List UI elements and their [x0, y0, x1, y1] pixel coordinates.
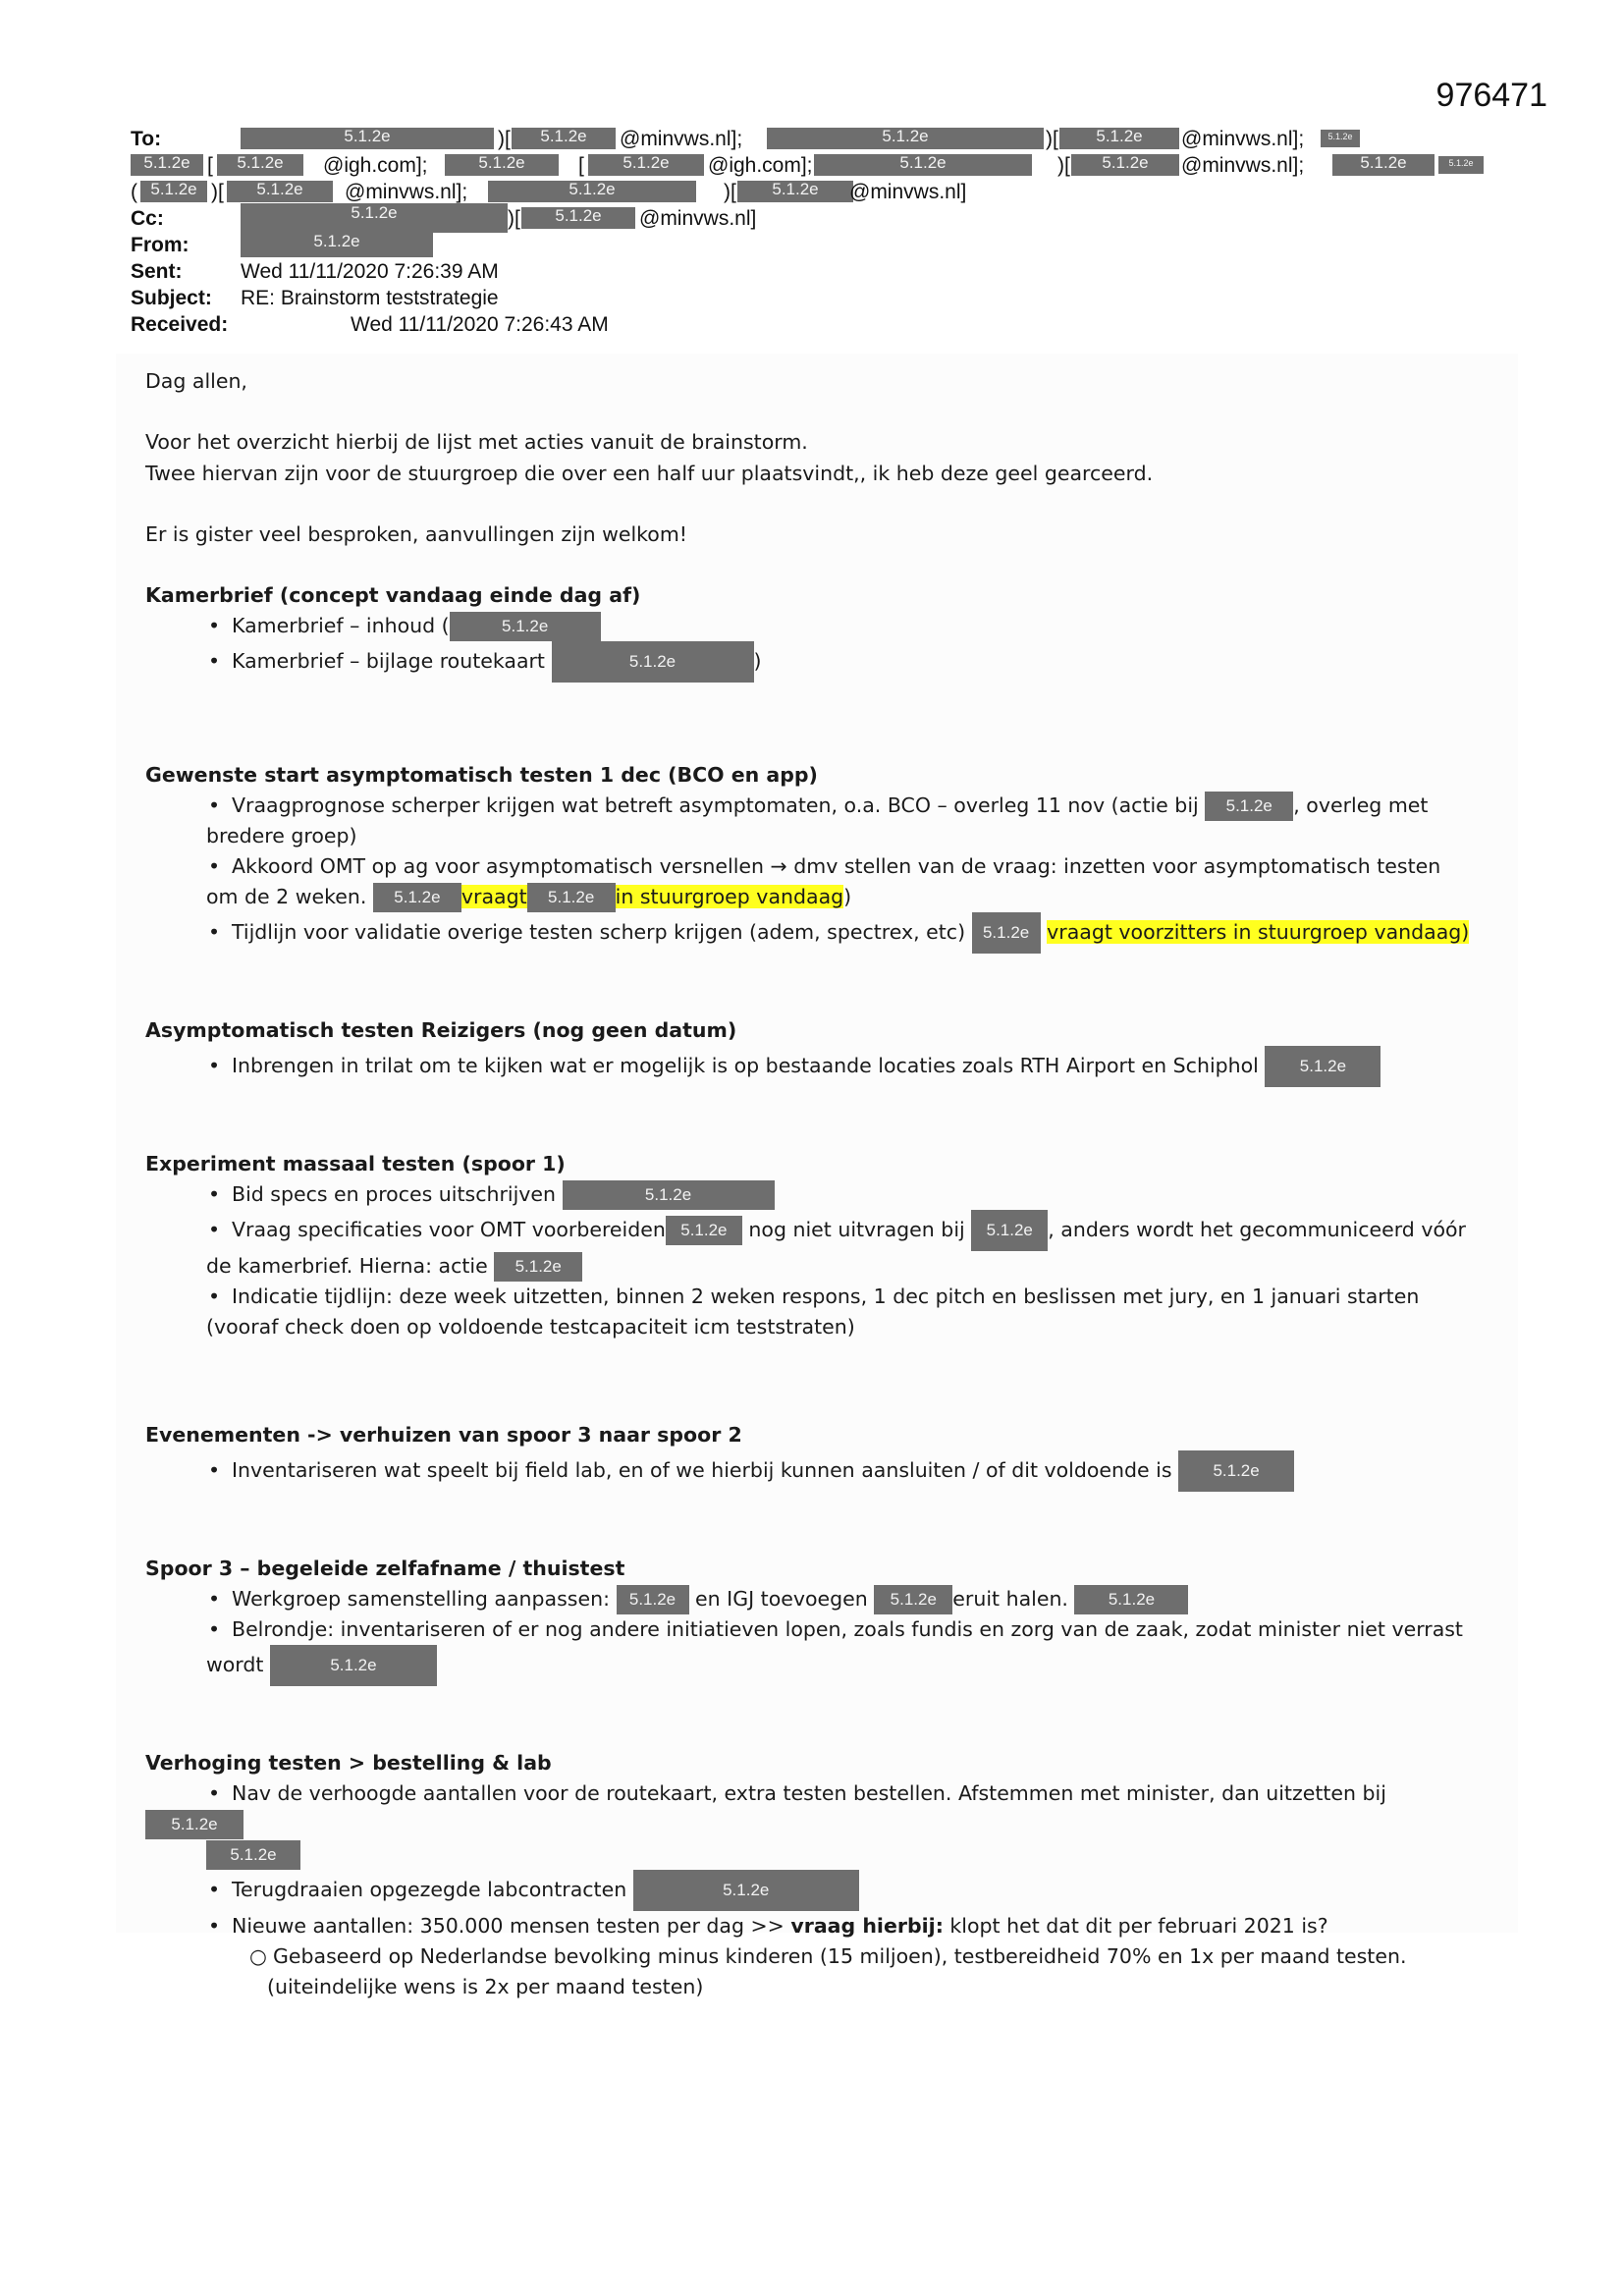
- subject-value: RE: Brainstorm teststrategie: [241, 287, 499, 309]
- email-domain: @minvws.nl]: [639, 207, 757, 230]
- redaction-box: 5.1.2e: [140, 181, 207, 202]
- redaction-box: 5.1.2e: [971, 1210, 1048, 1251]
- redaction-box: 5.1.2e: [241, 203, 508, 233]
- redaction-box: 5.1.2e: [1205, 792, 1293, 821]
- redaction-box: 5.1.2e: [552, 641, 754, 683]
- list-item: • Vraagprognose scherper krijgen wat betreft asymptomaten, o.a. BCO – overleg 11 nov (actie bij 5.1.2e , overleg met bredere groep): [206, 793, 1429, 847]
- redaction-box: 5.1.2e: [206, 1840, 300, 1870]
- to-row-2: 5.1.2e [ 5.1.2e @igh.com]; 5.1.2e [ 5.1.2e @igh.com]; 5.1.2e )[ 5.1.2e @minvws.nl]; 5.1.2e 5.1.2e: [131, 152, 1505, 179]
- section-title: Asymptomatisch testen Reizigers (nog geen datum): [145, 1018, 737, 1042]
- email-domain: @minvws.nl];: [1181, 154, 1305, 177]
- list-item: • Inbrengen in trilat om te kijken wat er mogelijk is op bestaande locaties zoals RTH Airport en Schiphol 5.1.2e: [145, 1046, 1490, 1087]
- section-title: Verhoging testen > bestelling & lab: [145, 1751, 552, 1775]
- sub-list-item: ○ Gebaseerd op Nederlandse bevolking minus kinderen (15 miljoen), testbereidheid 70% en 1x per maand testen.: [249, 1944, 1407, 1968]
- to-label: To:: [131, 128, 162, 150]
- redaction-box: 5.1.2e: [527, 883, 616, 912]
- redaction-box: 5.1.2e: [145, 1810, 244, 1839]
- redaction-box: 5.1.2e: [1332, 154, 1435, 176]
- redaction-box: 5.1.2e: [874, 1585, 952, 1614]
- redaction-box: 5.1.2e: [241, 128, 494, 149]
- list-item: • Vraag specificaties voor OMT voorbereiden 5.1.2e nog niet uitvragen bij 5.1.2e , anders wordt het gecommuniceerd vóór de kamerbrief. Hierna: actie 5.1.2e: [145, 1210, 1490, 1282]
- highlighted-text: in stuurgroep vandaag: [615, 885, 844, 908]
- redaction-box: 5.1.2e: [217, 154, 303, 176]
- redaction-box: 5.1.2e: [1265, 1046, 1380, 1087]
- cc-row: Cc: 5.1.2e )[ 5.1.2e @minvws.nl]: [131, 205, 1505, 232]
- email-domain: @minvws.nl]: [849, 181, 967, 203]
- sent-value: Wed 11/11/2020 7:26:39 AM: [241, 260, 499, 283]
- redaction-box: 5.1.2e: [488, 181, 696, 202]
- intro-line-3: Er is gister veel besproken, aanvullingen zijn welkom!: [145, 522, 688, 546]
- list-item: • Inventariseren wat speelt bij field lab, en of we hierbij kunnen aansluiten / of dit voldoende is 5.1.2e: [145, 1450, 1490, 1492]
- redaction-box: 5.1.2e: [1438, 156, 1484, 174]
- redaction-box: 5.1.2e: [227, 181, 333, 202]
- redaction-box: 5.1.2e: [563, 1180, 775, 1210]
- message-body: [145, 365, 1490, 2002]
- redaction-box: 5.1.2e: [373, 883, 461, 912]
- redaction-box: 5.1.2e: [512, 128, 616, 149]
- email-domain: @minvws.nl];: [345, 181, 468, 203]
- to-row-3: ( 5.1.2e )[ 5.1.2e @minvws.nl]; 5.1.2e )[ 5.1.2e @minvws.nl]: [131, 180, 967, 203]
- redaction-box: 5.1.2e: [521, 207, 635, 229]
- bullet-list: [145, 1584, 1490, 1686]
- bullet-list: [145, 791, 1490, 954]
- redaction-box: 5.1.2e: [1071, 154, 1179, 176]
- list-item: • Belrondje: inventariseren of er nog andere initiatieven lopen, zoals fundis en zorg van de zaak, zodat minister niet verrast wordt 5.1.2e: [145, 1614, 1490, 1686]
- bullet-list: [145, 611, 1490, 683]
- list-item: • Terugdraaien opgezegde labcontracten 5.1.2e: [145, 1870, 1490, 1911]
- received-value: Wed 11/11/2020 7:26:43 AM: [351, 313, 609, 336]
- email-domain: @igh.com];: [708, 154, 813, 177]
- redaction-box: 5.1.2e: [814, 154, 1032, 176]
- redaction-box: 5.1.2e: [666, 1216, 742, 1245]
- from-row: [131, 232, 1505, 258]
- section-title: Spoor 3 – begeleide zelfafname / thuistest: [145, 1557, 625, 1580]
- received-label: Received:: [131, 313, 229, 336]
- email-domain: @igh.com];: [323, 154, 428, 177]
- redaction-box: 5.1.2e: [241, 232, 433, 257]
- bullet-list: [145, 1046, 1490, 1087]
- redaction-box: 5.1.2e: [445, 154, 559, 176]
- redaction-box: 5.1.2e: [1178, 1450, 1294, 1492]
- redaction-box: 5.1.2e: [737, 181, 853, 202]
- redaction-box: 5.1.2e: [450, 612, 601, 641]
- document-id: 976471: [1435, 77, 1547, 114]
- list-item: • Indicatie tijdlijn: deze week uitzetten, binnen 2 weken respons, 1 dec pitch en beslissen met jury, en 1 januari starten (vooraf check doen op voldoende testcapaciteit icm teststraten): [206, 1285, 1420, 1339]
- redaction-box: 5.1.2e: [633, 1870, 859, 1911]
- sent-label: Sent:: [131, 260, 183, 283]
- list-item: • Werkgroep samenstelling aanpassen: 5.1.2e en IGJ toevoegen 5.1.2e eruit halen. 5.1.2e: [145, 1584, 1490, 1614]
- cc-label: Cc:: [131, 207, 164, 230]
- list-item: • Kamerbrief – bijlage routekaart 5.1.2e ): [145, 641, 1490, 683]
- redaction-box: 5.1.2e: [617, 1585, 689, 1614]
- redaction-box: 5.1.2e: [767, 128, 1044, 149]
- list-item: • Kamerbrief – inhoud ( 5.1.2e: [145, 611, 1490, 641]
- from-label: From:: [131, 234, 189, 256]
- redaction-box: 5.1.2e: [972, 912, 1041, 954]
- redaction-box: 5.1.2e: [131, 154, 203, 176]
- bullet-list: [145, 1179, 1490, 1342]
- redaction-box: 5.1.2e: [1074, 1585, 1188, 1614]
- highlighted-text: vraagt: [460, 885, 527, 908]
- email-header: [131, 126, 1505, 338]
- received-row: [131, 311, 1505, 338]
- redaction-box: 5.1.2e: [588, 154, 704, 176]
- bullet-list: [145, 1778, 1490, 1941]
- list-item: • Bid specs en proces uitschrijven 5.1.2e: [145, 1179, 1490, 1210]
- email-domain: @minvws.nl];: [1181, 128, 1305, 150]
- redaction-box: 5.1.2e: [1321, 130, 1360, 147]
- sub-list-item-continued: (uiteindelijke wens is 2x per maand testen): [267, 1975, 704, 1998]
- highlighted-text: vraagt voorzitters in stuurgroep vandaag): [1047, 920, 1470, 944]
- intro-line-1: Voor het overzicht hierbij de lijst met acties vanuit de brainstorm.: [145, 430, 808, 454]
- sent-row: [131, 258, 1505, 285]
- to-row-1: To: 5.1.2e )[ 5.1.2e @minvws.nl]; 5.1.2e )[ 5.1.2e @minvws.nl]; 5.1.2e: [131, 126, 1505, 152]
- redaction-box: 5.1.2e: [494, 1252, 582, 1282]
- list-item: • Nieuwe aantallen: 350.000 mensen testen per dag >> vraag hierbij: klopt het dat dit per februari 2021 is?: [208, 1914, 1328, 1938]
- redaction-box: 5.1.2e: [270, 1645, 437, 1686]
- section-title: Experiment massaal testen (spoor 1): [145, 1152, 566, 1175]
- section-title: Gewenste start asymptomatisch testen 1 dec (BCO en app): [145, 763, 818, 787]
- intro-line-2: Twee hiervan zijn voor de stuurgroep die over een half uur plaatsvindt,, ik heb deze geel gearceerd.: [145, 462, 1154, 485]
- email-domain: @minvws.nl];: [620, 128, 743, 150]
- list-item: • Nav de verhoogde aantallen voor de routekaart, extra testen bestellen. Afstemmen met minister, dan uitzetten bij 5.1.2e 5.1.2e: [145, 1778, 1490, 1870]
- subject-label: Subject:: [131, 287, 212, 309]
- section-title: Kamerbrief (concept vandaag einde dag af): [145, 583, 641, 607]
- list-item: • Tijdlijn voor validatie overige testen scherp krijgen (adem, spectrex, etc) 5.1.2e vraagt voorzitters in stuurgroep vandaag): [145, 912, 1490, 954]
- section-title: Evenementen -> verhuizen van spoor 3 naar spoor 2: [145, 1423, 742, 1447]
- redaction-box: 5.1.2e: [1059, 128, 1179, 149]
- subject-row: [131, 285, 1505, 311]
- greeting: Dag allen,: [145, 369, 247, 393]
- bullet-list: [145, 1450, 1490, 1492]
- list-item: • Akkoord OMT op ag voor asymptomatisch versnellen → dmv stellen van de vraag: inzetten voor asymptomatisch testen om de 2 weken. 5.1.2e vraagt 5.1.2e in stuurgroep vandaag): [145, 851, 1490, 912]
